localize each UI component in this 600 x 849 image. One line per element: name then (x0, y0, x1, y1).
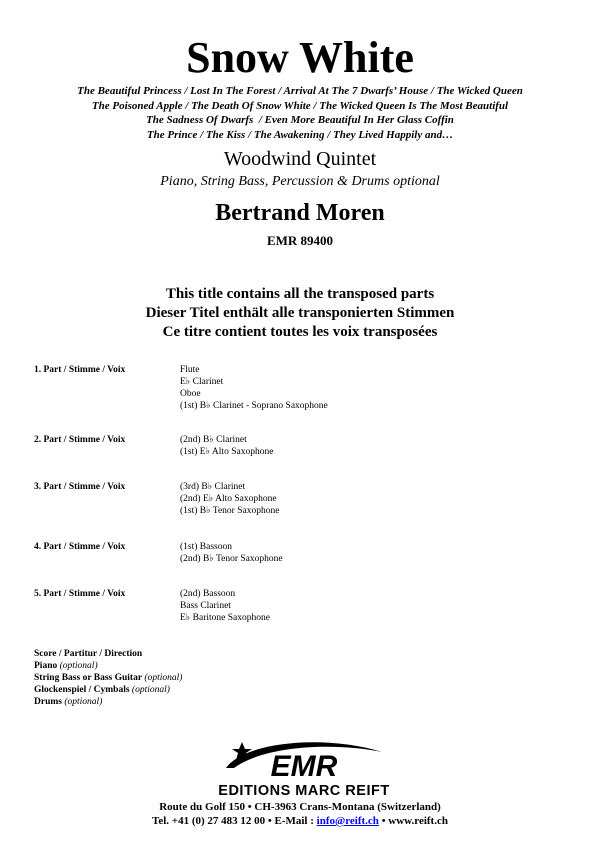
extra-name: Score / Partitur / Direction (34, 649, 143, 659)
instrument: (2nd) B♭ Tenor Saxophone (180, 554, 283, 564)
score-title: Snow White (186, 33, 414, 82)
extra-name: Drums (34, 697, 62, 707)
extra-item (34, 660, 182, 672)
notice-line-en: This title contains all the transposed parts (165, 286, 435, 302)
svg-text:EMR: EMR (270, 750, 338, 783)
part-instruments (180, 481, 279, 517)
part-label: 1. Part / Stimme / Voix (34, 365, 126, 375)
part-label: 3. Part / Stimme / Voix (34, 482, 126, 492)
instrument: (1st) B♭ Clarinet - Soprano Saxophone (180, 401, 328, 411)
ensemble: Woodwind Quintet (223, 148, 377, 170)
extra-note: (optional) (144, 673, 183, 683)
publisher-address: Route du Golf 150 • CH-3963 Crans-Montana (Switzerland) (159, 801, 441, 813)
movement-line: The Beautiful Princess / Lost In The Forest / Arrival At The 7 Dwarfs’ House / The Wicked Queen (77, 85, 523, 97)
extra-name: Glockenspiel / Cymbals (34, 685, 130, 695)
instrument: (1st) B♭ Tenor Saxophone (180, 506, 280, 516)
emr-logo (204, 738, 404, 800)
instrument: (2nd) B♭ Clarinet (180, 435, 247, 445)
extra-note: (optional) (59, 661, 98, 671)
catalog-number: EMR 89400 (266, 233, 334, 248)
instrument: (2nd) E♭ Alto Saxophone (180, 494, 277, 504)
instrument: E♭ Clarinet (180, 377, 224, 387)
publisher-contact (0, 814, 600, 828)
part-label: 4. Part / Stimme / Voix (34, 542, 126, 552)
optional-instruments: Piano, String Bass, Percussion & Drums optional (160, 174, 440, 189)
movement-line: The Prince / The Kiss / The Awakening / They Lived Happily and… (146, 128, 454, 141)
notice-line-fr: Ce titre contient toutes les voix transposées (162, 324, 438, 340)
extra-item (34, 684, 182, 696)
part-label: 5. Part / Stimme / Voix (34, 589, 126, 599)
extra-item (34, 672, 182, 684)
part-instruments (180, 588, 270, 624)
transposed-parts-notice (0, 285, 600, 342)
movement-list (0, 84, 600, 142)
instrument: Bass Clarinet (180, 601, 231, 611)
part-label: 2. Part / Stimme / Voix (34, 435, 126, 445)
extra-name: Piano (34, 661, 58, 671)
instrument: E♭ Baritone Saxophone (180, 613, 270, 623)
instrument: (1st) Bassoon (180, 542, 232, 552)
extra-name: String Bass or Bass Guitar (34, 673, 143, 683)
svg-text:EDITIONS MARC REIFT: EDITIONS MARC REIFT (218, 783, 390, 799)
instrument: Flute (180, 365, 200, 375)
movement-line: The Sadness Of Dwarfs / Even More Beautiful In Her Glass Coffin (146, 114, 454, 126)
extra-item (34, 696, 182, 708)
web-text: • www.reift.ch (378, 815, 448, 827)
instrument: (2nd) Bassoon (180, 589, 236, 599)
extra-note: (optional) (131, 685, 170, 695)
phone-text: Tel. +41 (0) 27 483 12 00 • E-Mail : (152, 815, 317, 827)
instrument: Oboe (180, 389, 201, 399)
movement-line: The Poisoned Apple / The Death Of Snow White / The Wicked Queen Is The Most Beautiful (91, 99, 509, 112)
part-instruments (180, 541, 283, 565)
instrument: (3rd) B♭ Clarinet (180, 482, 246, 492)
notice-line-de: Dieser Titel enthält alle transponierten Stimmen (145, 305, 455, 321)
part-instruments (180, 434, 273, 458)
part-instruments (180, 364, 328, 412)
extra-item (34, 648, 182, 660)
composer: Bertrand Moren (215, 200, 385, 226)
email-link[interactable]: info@reift.ch (316, 815, 379, 827)
instrument: (1st) E♭ Alto Saxophone (180, 447, 274, 457)
extra-note: (optional) (64, 697, 103, 707)
extra-materials (34, 648, 182, 708)
